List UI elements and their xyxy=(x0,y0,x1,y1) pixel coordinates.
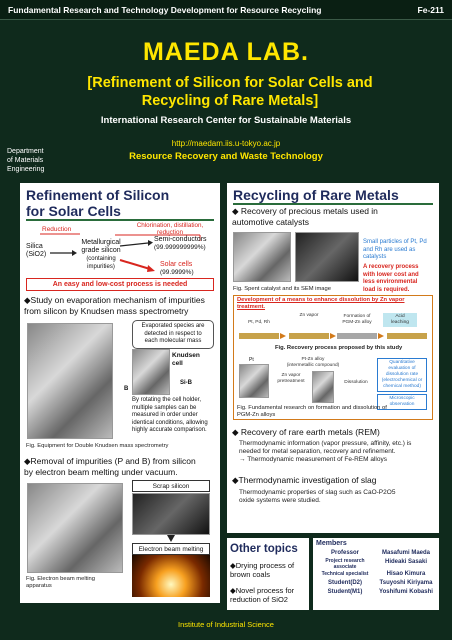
b-label: B xyxy=(124,386,129,392)
quantitative-eval-box xyxy=(377,358,427,392)
silicon-panel xyxy=(20,183,220,603)
poster-id: Fe-211 xyxy=(417,4,444,15)
center-name: International Research Center for Sustainable Materials xyxy=(100,115,352,126)
electron-beam-bullet xyxy=(24,456,218,478)
knudsen-line: cell xyxy=(172,359,183,367)
arrowhead-icon xyxy=(148,240,153,246)
pt-sample-photo xyxy=(239,364,269,398)
footer-institute: Institute of Industrial Science xyxy=(178,620,274,629)
topic-line: ◆Drying process of xyxy=(230,561,295,570)
member-role: Student(M1) xyxy=(327,589,363,595)
note-line: catalysts xyxy=(363,254,387,260)
member-name: Yoshifumi Kobashi xyxy=(379,589,433,595)
bullet-line: ◆Removal of impurities (P and B) from silicon xyxy=(24,456,196,466)
note-line: Small particles of Pt, Pd xyxy=(363,239,427,245)
mg-line: Metallurgical xyxy=(81,239,121,246)
bullet-line: by electron beam melting under vacuum. xyxy=(24,467,178,477)
substrate-3 xyxy=(337,333,377,339)
quant-line: (electrochemical or xyxy=(381,378,423,383)
quant-line: chemical method) xyxy=(383,384,421,389)
spent-catalyst-photo xyxy=(233,232,291,282)
rotation-line: highly accurate comparison. xyxy=(132,427,207,433)
arrowhead-icon xyxy=(330,333,336,339)
rem-line: Thermodynamic information (vapor pressure, affinity, etc.) is xyxy=(239,440,412,447)
precious-metals-bullet xyxy=(232,206,436,228)
caption-line: apparatus xyxy=(26,583,52,589)
ptzn-line: Pt-Zn alloy xyxy=(301,357,325,362)
rotation-line: By rotating the cell holder, xyxy=(132,397,202,403)
chlorination-line: reduction xyxy=(157,229,183,236)
rem-line: → Thermodynamic measurement of Fe-REM alloys xyxy=(239,456,387,463)
rare-metals-panel xyxy=(227,183,439,533)
process-caption: Fig. Recovery process proposed by this study xyxy=(275,345,403,351)
rotation-line: multiple samples can be xyxy=(132,404,197,411)
knudsen-line: Knudsen xyxy=(172,352,200,359)
lab-title: MAEDA LAB. xyxy=(142,38,309,66)
caption-line: Fig. Fundamental research on formation and dissolution of xyxy=(237,405,387,411)
title-line: Refinement of Silicon xyxy=(26,187,170,203)
bullet-line: from silicon by Knudsen mass spectrometry xyxy=(24,306,189,316)
subtitle-line-2: Recycling of Rare Metals] xyxy=(141,93,319,109)
silica-line: (SiO2) xyxy=(26,251,47,258)
members-title: Members xyxy=(316,540,347,547)
other-topics-panel xyxy=(227,538,309,610)
research-group: Resource Recovery and Waste Technology xyxy=(129,151,323,162)
fundamental-research-caption xyxy=(237,405,387,419)
knudsen-equipment-photo xyxy=(27,323,113,439)
micro-line: observation xyxy=(389,402,415,407)
step-zn-vapor: Zn vapor xyxy=(299,313,319,318)
note-line: Evaporated species are xyxy=(141,323,205,329)
spent-catalyst-caption: Fig. Spent catalyst and its SEM image xyxy=(233,286,331,292)
development-title xyxy=(237,297,405,311)
substrate-4 xyxy=(387,333,427,339)
topic-line: ◆Novel process for xyxy=(230,586,295,595)
note-line: with lower cost and xyxy=(363,271,419,278)
silica-line: Silica xyxy=(26,243,43,250)
solar-line: Solar cells xyxy=(160,261,193,268)
note-line: A recovery process xyxy=(363,264,419,270)
slag-text xyxy=(239,489,395,505)
rare-metals-title: Recycling of Rare Metals xyxy=(233,187,433,205)
slag-bullet: ◆Thermodynamic investigation of slag xyxy=(232,475,377,485)
step-pgm: Pt, Pd, Rh xyxy=(248,320,270,325)
reduction-label: Reduction xyxy=(42,226,72,233)
dev-line: Development of a means to enhance dissolution by Zn vapor xyxy=(237,297,405,303)
rem-line: needed for metal separation, recovery and refinement. xyxy=(239,448,396,455)
other-topic-sio2 xyxy=(230,586,294,604)
note-line: load is required. xyxy=(363,286,410,293)
knudsen-study-bullet xyxy=(24,295,218,317)
step-acid-leaching xyxy=(383,313,417,327)
chlorination-line: Chlorination, distillation, xyxy=(136,222,204,229)
zn-line: Zn vapor xyxy=(281,373,301,378)
micro-line: Microscopic xyxy=(389,396,415,401)
silica-label xyxy=(26,243,46,259)
quant-line: dissolution rate xyxy=(385,372,419,377)
note-line: detected in respect to xyxy=(144,330,202,337)
scrap-silicon-photo xyxy=(132,493,210,535)
topic-line: reduction of SiO2 xyxy=(230,595,288,604)
process-steps-graphic xyxy=(237,328,431,342)
ptzn-line: (intermetallic compound) xyxy=(286,363,340,368)
dept-line: Department xyxy=(7,148,44,155)
bullet-line: ◆Study on evaporation mechanism of impurities xyxy=(24,295,205,305)
ebm-label: Electron beam melting xyxy=(132,543,210,555)
substrate-2 xyxy=(289,333,329,339)
member-name: Hisao Kimura xyxy=(386,571,426,577)
ebm-photo xyxy=(132,555,210,597)
header-title: Fundamental Research and Technology Development for Resource Recycling xyxy=(8,4,322,15)
quant-line: Quantitative xyxy=(389,360,415,365)
member-role: Student(D2) xyxy=(328,580,362,586)
catalyst-note xyxy=(363,239,427,262)
si-b-label: Si-B xyxy=(180,380,192,386)
mg-line: (containing impurities) xyxy=(86,256,116,270)
member-name: Hideaki Sasaki xyxy=(384,559,428,565)
slag-line: Thermodynamic properties of slag such as CaO-P2O5 xyxy=(239,489,396,496)
topic-line: brown coals xyxy=(230,570,271,579)
ebm-apparatus-photo xyxy=(27,483,123,573)
scrap-silicon-label: Scrap silicon xyxy=(132,480,210,492)
mg-line: grade silicon xyxy=(81,247,121,254)
rem-text xyxy=(239,440,411,464)
step-line: PGM-Zn alloy xyxy=(342,320,372,325)
ptzn-alloy-label xyxy=(285,357,341,369)
other-topic-brown-coal xyxy=(230,561,294,579)
title-line: for Solar Cells xyxy=(26,203,121,219)
arrowhead-icon xyxy=(280,333,286,339)
step-line: leaching xyxy=(391,320,409,325)
semiconductors-label xyxy=(154,236,207,252)
dev-line: treatment. xyxy=(237,304,266,310)
member-row xyxy=(313,588,439,597)
bullet-line: ◆ Recovery of precious metals used in xyxy=(232,206,378,216)
knudsen-cell-label xyxy=(172,352,200,367)
step-line: Acid xyxy=(395,314,405,319)
member-role: Project research associate xyxy=(325,558,365,570)
member-name: Tsuyoshi Kiriyama xyxy=(379,580,433,586)
zn-line: pretreatment xyxy=(277,379,305,384)
semi-line: Semi-conductors xyxy=(154,236,207,243)
rotation-note xyxy=(132,397,218,435)
metallurgical-silicon-label xyxy=(76,239,126,271)
sem-image xyxy=(295,232,359,282)
rem-bullet: ◆ Recovery of rare earth metals (REM) xyxy=(232,427,380,437)
caption-line: Fig. Electron beam melting xyxy=(26,576,95,582)
member-name: Masafumi Maeda xyxy=(381,550,430,556)
solar-cells-label xyxy=(160,261,194,277)
ebm-figure-caption xyxy=(26,576,95,590)
easy-process-note: An easy and low-cost process is needed xyxy=(26,278,214,291)
other-topics-title: Other topics xyxy=(230,543,298,555)
ptzn-sample-photo xyxy=(312,371,334,403)
top-bar xyxy=(0,0,452,20)
knudsen-figure-caption: Fig. Equipment for Double Knudsen mass spectrometry xyxy=(26,443,169,449)
quant-line: evaluation of xyxy=(388,366,416,371)
slag-line: oxide systems were studied. xyxy=(239,497,321,504)
note-line: each molecular mass xyxy=(144,338,202,344)
member-row xyxy=(313,570,439,579)
member-row xyxy=(313,549,439,558)
bullet-line: automotive catalysts xyxy=(232,217,310,227)
poster-subtitle xyxy=(50,74,410,110)
member-role: Technical specialist xyxy=(321,571,369,577)
member-role: Professor xyxy=(330,550,359,556)
knudsen-cell-photo xyxy=(132,349,170,395)
down-arrow-icon xyxy=(166,535,176,543)
caption-line: PGM-Zn alloys xyxy=(237,412,276,418)
solar-line: (99.9999%) xyxy=(160,269,194,276)
lab-url[interactable]: http://maedam.iis.u-tokyo.ac.jp xyxy=(171,139,281,148)
subtitle-line-1: [Refinement of Silicon for Solar Cells and xyxy=(87,75,373,91)
rotation-line: measured in order under xyxy=(132,412,198,418)
members-panel xyxy=(313,538,439,610)
zn-pretreatment-label xyxy=(273,373,309,385)
arrowhead-icon xyxy=(147,265,155,272)
evaporation-note xyxy=(132,320,214,349)
rotation-line: identical conditions, allowing xyxy=(132,419,208,426)
member-row xyxy=(313,579,439,588)
dissolution-label: Dissolution xyxy=(344,380,368,385)
member-row xyxy=(313,558,439,570)
semi-line: (99.999999999%) xyxy=(154,244,206,251)
pt-label: Pt xyxy=(249,357,254,363)
substrate-1 xyxy=(239,333,279,339)
step-alloy xyxy=(337,314,377,326)
dept-line: Engineering xyxy=(7,166,45,173)
dept-line: of Materials xyxy=(7,157,44,164)
note-line: less environmental xyxy=(363,279,418,285)
recovery-need-note xyxy=(363,264,419,294)
note-line: and Rh are used as xyxy=(363,246,416,253)
arrowhead-icon xyxy=(378,333,384,339)
step-line: Formation of xyxy=(343,314,371,319)
